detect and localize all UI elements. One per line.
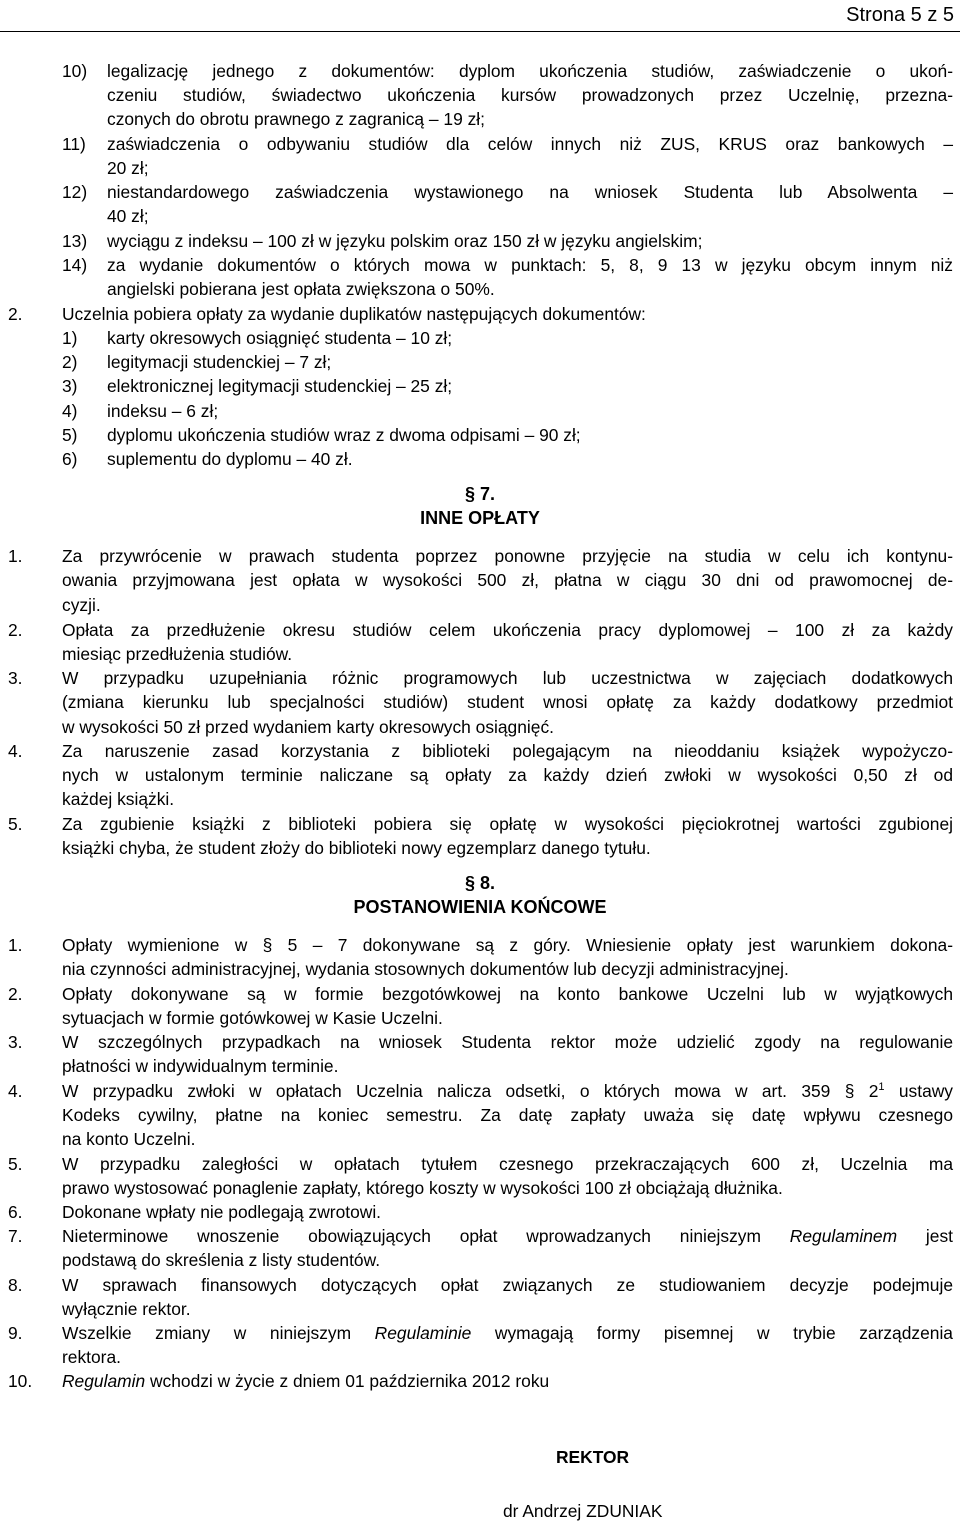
list-item-line: na konto Uczelni. [62, 1129, 196, 1149]
list-item-line [62, 1322, 953, 1344]
list-item-line [62, 1370, 549, 1392]
list-item-line: angielski pobierana jest opłata zwiększona o 50%. [107, 279, 495, 299]
sub-item-text: indeksu – 6 zł; [107, 401, 219, 421]
page-number: Strona 5 z 5 [846, 4, 954, 26]
list-item-line: wyciągu z indeksu – 100 zł w języku polskim oraz 150 zł w języku angielskim; [107, 231, 703, 251]
sub-item-text: legitymacji studenckiej – 7 zł; [107, 352, 332, 372]
list-item-label: 14) [62, 255, 88, 275]
list-item-line: Dokonane wpłaty nie podlegają zwrotowi. [62, 1202, 382, 1222]
line-text: Wszelkie zmiany w niniejszym [62, 1323, 375, 1343]
sub-item-text: karty okresowych osiągnięć studenta – 10 zł; [107, 328, 453, 348]
list-item-label: 10) [62, 61, 88, 81]
sub-item-label: 3) [62, 376, 78, 396]
list-item-line: owania przyjmowana jest opłata w wysokości 500 zł, płatna w ciągu 30 dni od prawomocnej de- [62, 570, 953, 590]
line-text: ustawy [884, 1081, 954, 1101]
list-item-line: czonych do obrotu prawnego z zagranicą – 19 zł; [107, 109, 485, 129]
list-item-line: czeniu studiów, świadectwo ukończenia kursów prowadzonych przez Uczelnię, przezna- [107, 85, 953, 105]
sub-item-text: dyplomu ukończenia studiów wraz z dwoma odpisami – 90 zł; [107, 425, 581, 445]
section-number: § 7. [464, 484, 496, 504]
list-item-line: Opłata za przedłużenie okresu studiów celem ukończenia pracy dyplomowej – 100 zł za każdy [62, 620, 953, 640]
italic-term: Regulamin [62, 1371, 146, 1391]
list-item-label: 4. [8, 741, 23, 761]
list-item-label: 3. [8, 668, 23, 688]
list-item-line: każdej książki. [62, 789, 175, 809]
sub-item-label: 6) [62, 449, 78, 469]
sub-item-text: elektronicznej legitymacji studenckiej – 25 zł; [107, 376, 453, 396]
list-item-line: miesiąc przedłużenia studiów. [62, 644, 293, 664]
sub-item-text: suplementu do dyplomu – 40 zł. [107, 449, 353, 469]
list-item-line: podstawą do skreślenia z listy studentów. [62, 1250, 381, 1270]
list-item-label: 11) [62, 134, 86, 154]
line-text: wymagają formy pisemnej w trybie zarządzenia [471, 1323, 953, 1343]
signature-name: dr Andrzej ZDUNIAK [503, 1501, 663, 1521]
page-header [0, 0, 960, 36]
section-title: INNE OPŁATY [420, 508, 540, 528]
list-item-line: książki chyba, że student złoży do biblioteki nowy egzemplarz danego tytułu. [62, 838, 651, 858]
list-item-label: 9. [8, 1323, 23, 1343]
italic-term: Regulaminie [374, 1323, 472, 1343]
list-item-label: 3. [8, 1032, 23, 1052]
sub-item-label: 5) [62, 425, 78, 445]
line-text: Nieterminowe wnoszenie obowiązujących opłat wprowadzanych niniejszym [62, 1226, 790, 1246]
list-item-label: 4. [8, 1081, 23, 1101]
section-title: POSTANOWIENIA KOŃCOWE [353, 897, 607, 917]
list-item-line: legalizację jednego z dokumentów: dyplom ukończenia studiów, zaświadczenie o ukoń- [107, 61, 953, 81]
list-item-line: Za naruszenie zasad korzystania z biblioteki polegającym na nieoddaniu książek wypożyczo- [62, 741, 953, 761]
list-item-line: nych w ustalonym terminie naliczane są opłaty za każdy dzień zwłoki w wysokości 0,50 zł od [62, 765, 953, 785]
line-text: jest [897, 1226, 953, 1246]
list-item-label: 1. [8, 935, 23, 955]
sub-item-label: 2) [62, 352, 78, 372]
italic-term: Regulaminem [789, 1226, 898, 1246]
list-item-label: 5. [8, 814, 23, 834]
superscript: 1 [878, 1081, 885, 1094]
line-text: W przypadku zwłoki w opłatach Uczelnia nalicza odsetki, o których mowa w art. 359 § 2 [62, 1081, 879, 1101]
list-item-line: niestandardowego zaświadczenia wystawionego na wniosek Studenta lub Absolwenta – [107, 182, 953, 202]
sub-item-label: 4) [62, 401, 78, 421]
list-item-line [62, 1080, 953, 1102]
list-item-line: rektora. [62, 1347, 121, 1367]
list-item-line: Opłaty wymienione w § 5 – 7 dokonywane są z góry. Wniesienie opłaty jest warunkiem dokona- [62, 935, 953, 955]
list-item-line: Za zgubienie książki z biblioteki pobiera się opłatę w wysokości pięciokrotnej wartości zgubionej [62, 814, 953, 834]
list-item-line: (zmiana kierunku lub specjalności studiów) student wnosi opłatę za każdy dodatkowy przedmiot [62, 692, 953, 712]
list-item-line: za wydanie dokumentów o których mowa w punktach: 5, 8, 9 13 w języku obcym innym niż [107, 255, 953, 275]
list-item-line: Za przywrócenie w prawach studenta poprzez ponowne przyjęcie na studia w celu ich kontynu- [62, 546, 953, 566]
list-item-line: prawo wystosować ponaglenie zapłaty, którego koszty w wysokości 100 zł obciążają dłużnika. [62, 1178, 783, 1198]
list-item-line: W szczególnych przypadkach na wniosek Studenta rektor może udzielić zgody na regulowanie [62, 1032, 953, 1052]
list-item-label: 2. [8, 620, 23, 640]
list-item-line: 40 zł; [107, 206, 149, 226]
list-item-line: wyłącznie rektor. [62, 1299, 191, 1319]
list-item-line: płatności w indywidualnym terminie. [62, 1056, 339, 1076]
line-text: wchodzi w życie z dniem 01 października 2012 roku [145, 1371, 550, 1391]
list-item-label: 2. [8, 304, 23, 324]
list-item-label: 13) [62, 231, 88, 251]
list-item-label: 7. [8, 1226, 23, 1246]
list-item-label: 5. [8, 1154, 23, 1174]
list-item-line: W przypadku zaległości w opłatach tytułem czesnego przekraczających 600 zł, Uczelnia ma [62, 1154, 953, 1174]
list-item-label: 2. [8, 984, 23, 1004]
list-item-label: 10. [8, 1371, 33, 1391]
header-rule [0, 31, 960, 32]
list-item-line: cyzji. [62, 595, 101, 615]
list-item-line: sytuacjach w formie gotówkowej w Kasie Uczelni. [62, 1008, 443, 1028]
list-item-line: Opłaty dokonywane są w formie bezgotówkowej na konto bankowe Uczelni lub w wyjątkowych [62, 984, 953, 1004]
list-item-label: 12) [62, 182, 88, 202]
list-item-line: Uczelnia pobiera opłaty za wydanie duplikatów następujących dokumentów: [62, 304, 646, 324]
list-item-line: W przypadku uzupełniania różnic programowych lub uczestnictwa w zajęciach dodatkowych [62, 668, 953, 688]
section-number: § 8. [464, 873, 496, 893]
list-item-label: 8. [8, 1275, 23, 1295]
list-item-line [62, 1225, 953, 1247]
list-item-line: zaświadczenia o odbywaniu studiów dla celów innych niż ZUS, KRUS oraz bankowych – [107, 134, 953, 154]
sub-item-label: 1) [62, 328, 78, 348]
signature-title: REKTOR [556, 1447, 630, 1467]
list-item-line: W sprawach finansowych dotyczących opłat związanych ze studiowaniem decyzje podejmuje [62, 1275, 953, 1295]
list-item-line: 20 zł; [107, 158, 149, 178]
list-item-line: Kodeks cywilny, płatne na koniec semestru. Za datę zapłaty uważa się datę wpływu czesnego [62, 1105, 953, 1125]
list-item-line: nia czynności administracyjnej, wydania stosownych dokumentów lub decyzji administracyjnej. [62, 959, 789, 979]
list-item-line: w wysokości 50 zł przed wydaniem karty okresowych osiągnięć. [62, 717, 554, 737]
list-item-label: 6. [8, 1202, 23, 1222]
list-item-label: 1. [8, 546, 23, 566]
